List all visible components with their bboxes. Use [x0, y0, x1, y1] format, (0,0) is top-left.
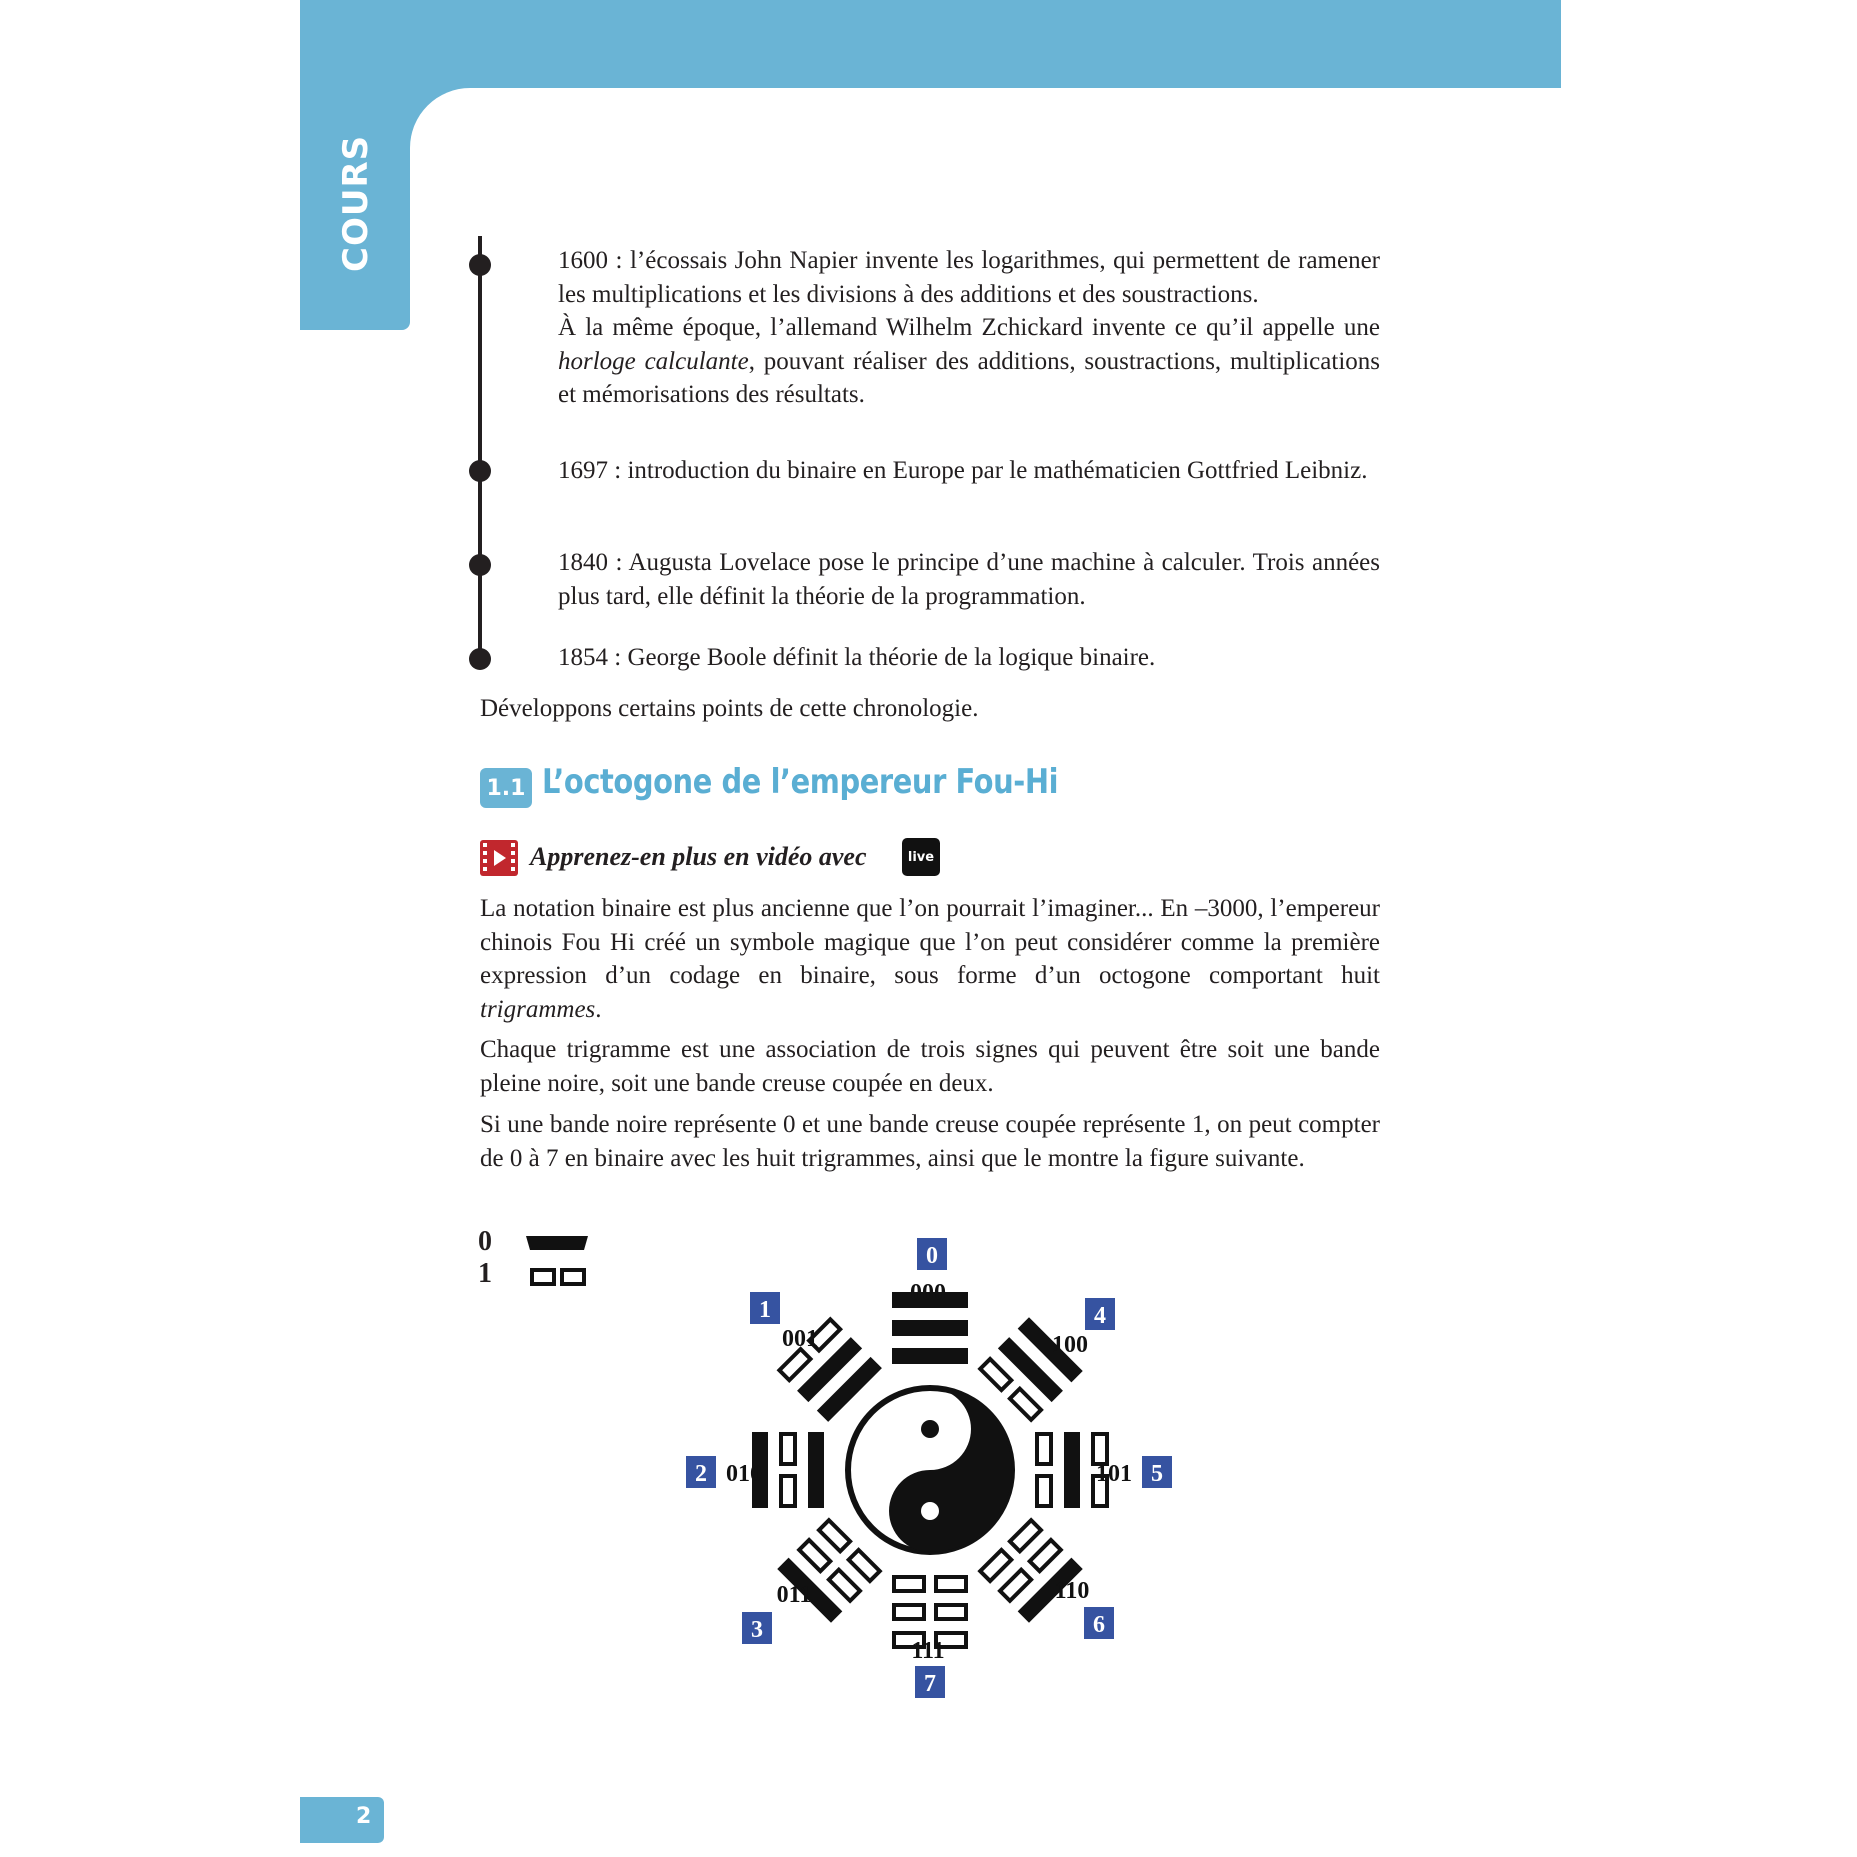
text-span: La notation binaire est plus ancienne que l’on pourrait l’imaginer... En –3000, l’empereur chinois Fou Hi créé un symbole magique que l’on peut considérer comme la première expression d’un codage en binaire, sous forme d’un octogone comportant huit [480, 895, 1380, 989]
video-icon[interactable] [480, 840, 518, 876]
trigram-index-7: 7 [924, 1671, 936, 1697]
trigram-code-0: 000 [910, 1280, 946, 1306]
italic-term: horloge calculante [558, 347, 749, 375]
timeline-dot [469, 554, 491, 576]
trigram-code-6: 110 [1054, 1578, 1090, 1604]
timeline-entry-text: 1600 : l’écossais John Napier invente les logarithmes, qui permettent de ramener les multiplications et les divisions à des additions et des soustractions. [558, 247, 1380, 308]
timeline-line [478, 236, 482, 660]
timeline-entry-1697: 1697 : introduction du binaire en Europe par le mathématicien Gottfried Leibniz. [558, 457, 1368, 484]
text-span: À la même époque, l’allemand Wilhelm Zchickard invente ce qu’il appelle une [558, 314, 1380, 341]
trigram-code-4: 100 [1052, 1332, 1088, 1358]
paragraph-trigram-definition: Chaque trigramme est une association de trois signes qui peuvent être soit une bande pleine noire, soit une bande creuse coupée en deux. [480, 1036, 1380, 1097]
legend-bars-icon [524, 1234, 590, 1294]
trigram-code-5: 101 [1096, 1461, 1132, 1487]
trigram-code-7: 111 [911, 1638, 945, 1664]
trigram-code-3: 011 [776, 1582, 812, 1608]
video-link-label[interactable]: Apprenez-en plus en vidéo avec [530, 842, 867, 871]
timeline-entry-1840: 1840 : Augusta Lovelace pose le principe d’une machine à calculer. Trois années plus tard, elle définit la théorie de la programmation. [558, 549, 1380, 610]
italic-term: trigrammes [480, 995, 596, 1023]
fou-hi-octagon-figure [670, 1230, 1190, 1710]
trigram-index-6: 6 [1093, 1612, 1105, 1638]
timeline-dot [469, 648, 491, 670]
intro-paragraph: Développons certains points de cette chronologie. [480, 695, 979, 722]
text-span: , pouvant réaliser des additions, soustractions, multiplications et mémorisations des résultats. [558, 347, 1380, 408]
trigram-code-1: 001 [782, 1326, 818, 1352]
section-number-badge: 1.1 [480, 768, 532, 808]
trigram-index-1: 1 [759, 1297, 771, 1323]
timeline-dot [469, 460, 491, 482]
header-band [300, 0, 1561, 88]
timeline-dot [469, 254, 491, 276]
trigram-index-2: 2 [695, 1461, 707, 1487]
trigram-index-3: 3 [751, 1617, 763, 1643]
section-title: L’octogone de l’empereur Fou-Hi [542, 762, 1059, 802]
timeline-entry-1854: 1854 : George Boole définit la théorie de la logique binaire. [558, 644, 1156, 671]
legend-one-label: 1 [478, 1258, 492, 1289]
trigram-index-4: 4 [1094, 1303, 1106, 1329]
trigram-code-2: 010 [726, 1461, 762, 1487]
section-side-label: COURS [336, 134, 376, 272]
yin-yang-icon [848, 1388, 1012, 1552]
timeline-entry-1600 [558, 244, 1380, 412]
page-number: 2 [356, 1804, 372, 1829]
page-number-tab [300, 1797, 384, 1843]
timeline-entry-text [558, 311, 1380, 412]
trigram-index-0: 0 [926, 1243, 938, 1269]
trigram-index-5: 5 [1151, 1461, 1163, 1487]
text-span: . [595, 995, 602, 1023]
paragraph-binary-history [480, 892, 1380, 1026]
paragraph-counting: Si une bande noire représente 0 et une bande creuse coupée représente 1, on peut compter de 0 à 7 en binaire avec les huit trigrammes, ainsi que le montre la figure suivante. [480, 1111, 1380, 1172]
live-logo-icon[interactable]: live [902, 838, 940, 876]
legend-zero-label: 0 [478, 1226, 492, 1257]
